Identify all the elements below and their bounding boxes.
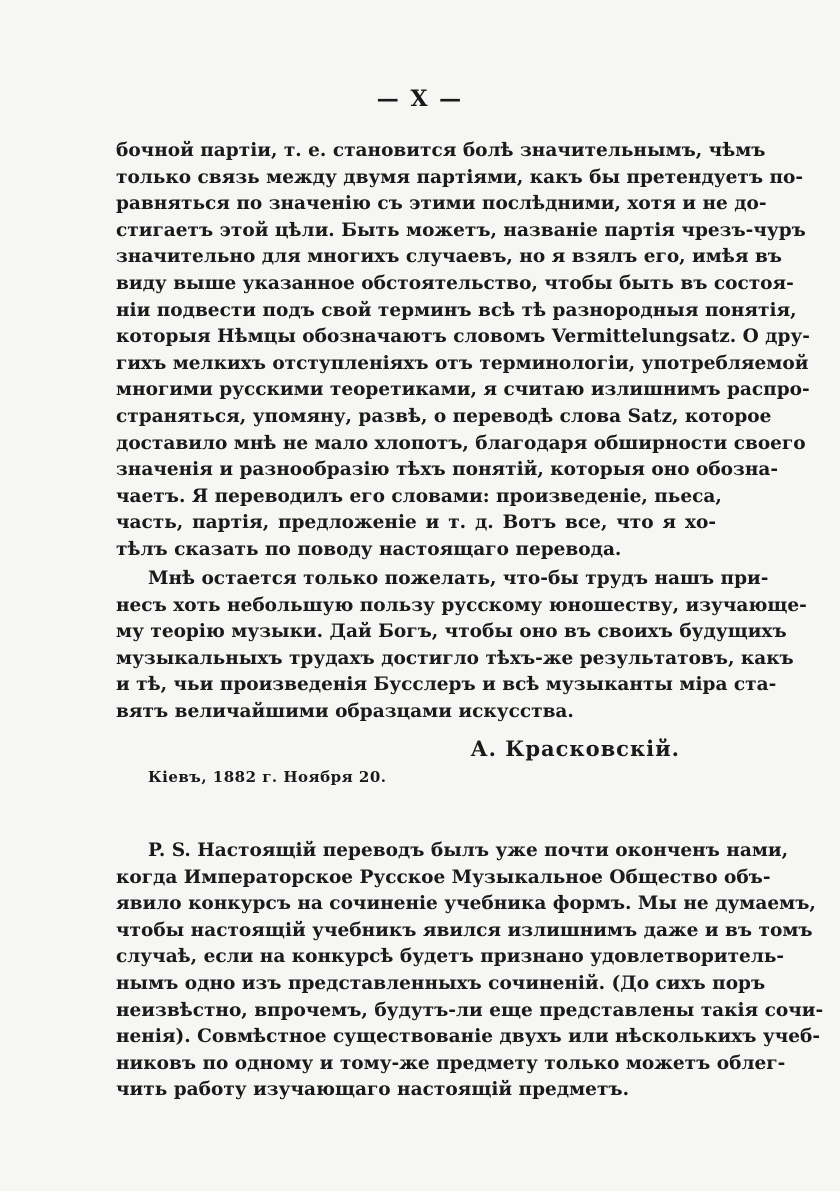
author-signature: А. Красковскій. <box>470 736 680 761</box>
text-line: явило конкурсъ на сочиненіе учебника формъ. Мы не думаемъ, <box>116 893 816 915</box>
text-line: ніи подвести подъ свой терминъ всѣ тѣ разнородныя понятія, <box>116 299 797 321</box>
text-line: значенія и разнообразію тѣхъ понятій, которыя оно обозна- <box>116 459 779 481</box>
text-line: страняться, упомяну, развѣ, о переводѣ слова Satz, которое <box>116 405 772 427</box>
text-line: тѣлъ сказать по поводу настоящаго перевода. <box>116 538 622 560</box>
date-line: Кіевъ, 1882 г. Ноября 20. <box>148 768 387 786</box>
text-line: неизвѣстно, впрочемъ, будутъ-ли еще представлены такія сочи- <box>116 999 824 1021</box>
text-line: только связь между двумя партіями, какъ бы претендуетъ по- <box>116 166 804 188</box>
text-line: ненія). Совмѣстное существованіе двухъ или нѣсколькихъ учеб- <box>116 1026 821 1048</box>
text-line: чить работу изучающаго настоящій предметъ. <box>116 1079 630 1101</box>
text-line: многими русскими теоретиками, я считаю излишнимъ распро- <box>116 379 810 401</box>
postscript <box>116 838 824 1104</box>
paragraph-2 <box>116 566 807 726</box>
text-line: бочной партіи, т. е. становится болѣ значительнымъ, чѣмъ <box>116 140 766 161</box>
text-line: несъ хоть небольшую пользу русскому юношеству, изучающе- <box>116 594 807 616</box>
text-line: часть, партія, предложеніе и т. д. Вотъ все, что я хо- <box>116 512 716 534</box>
text-line: P. S. Настоящій переводъ былъ уже почти оконченъ нами, <box>148 840 789 861</box>
text-line: никовъ по одному и тому-же предмету только можетъ облег- <box>116 1052 786 1074</box>
text-line: нымъ одно изъ представленныхъ сочиненій. (До сихъ поръ <box>116 972 766 994</box>
text-line: вятъ величайшими образцами искусства. <box>116 700 574 722</box>
text-line: му теорію музыки. Дай Богъ, чтобы оно въ своихъ будущихъ <box>116 621 787 643</box>
page-header: — X — <box>376 86 464 112</box>
text-line: когда Императорское Русское Музыкальное Общество объ- <box>116 866 771 888</box>
text-line: равняться по значенію съ этими послѣдними, хотя и не до- <box>116 193 767 215</box>
text-line: которыя Нѣмцы обозначаютъ словомъ Vermittelungsatz. О дру- <box>116 326 810 348</box>
text-line: чаетъ. Я переводилъ его словами: произведеніе, пьеса, <box>116 485 722 507</box>
text-line: музыкальныхъ трудахъ достигло тѣхъ-же результатовъ, какъ <box>116 647 794 669</box>
text-line: чтобы настоящій учебникъ явился излишнимъ даже и въ томъ <box>116 919 813 941</box>
text-line: доставило мнѣ не мало хлопотъ, благодаря обширности своего <box>116 432 806 454</box>
paragraph-1 <box>116 138 810 564</box>
text-line: стигаетъ этой цѣли. Быть можетъ, названіе партія чрезъ-чуръ <box>116 219 806 241</box>
text-line: значительно для многихъ случаевъ, но я взялъ его, имѣя въ <box>116 246 782 268</box>
text-line: гихъ мелкихъ отступленіяхъ отъ терминологіи, употребляемой <box>116 352 809 374</box>
text-line: виду выше указанное обстоятельство, чтобы быть въ состоя- <box>116 272 794 294</box>
text-line: и тѣ, чьи произведенія Бусслеръ и всѣ музыканты міра ста- <box>116 674 777 696</box>
text-line: случаѣ, если на конкурсѣ будетъ признано удовлетворитель- <box>116 946 785 968</box>
text-line: Мнѣ остается только пожелать, что-бы трудъ нашъ при- <box>148 568 769 589</box>
